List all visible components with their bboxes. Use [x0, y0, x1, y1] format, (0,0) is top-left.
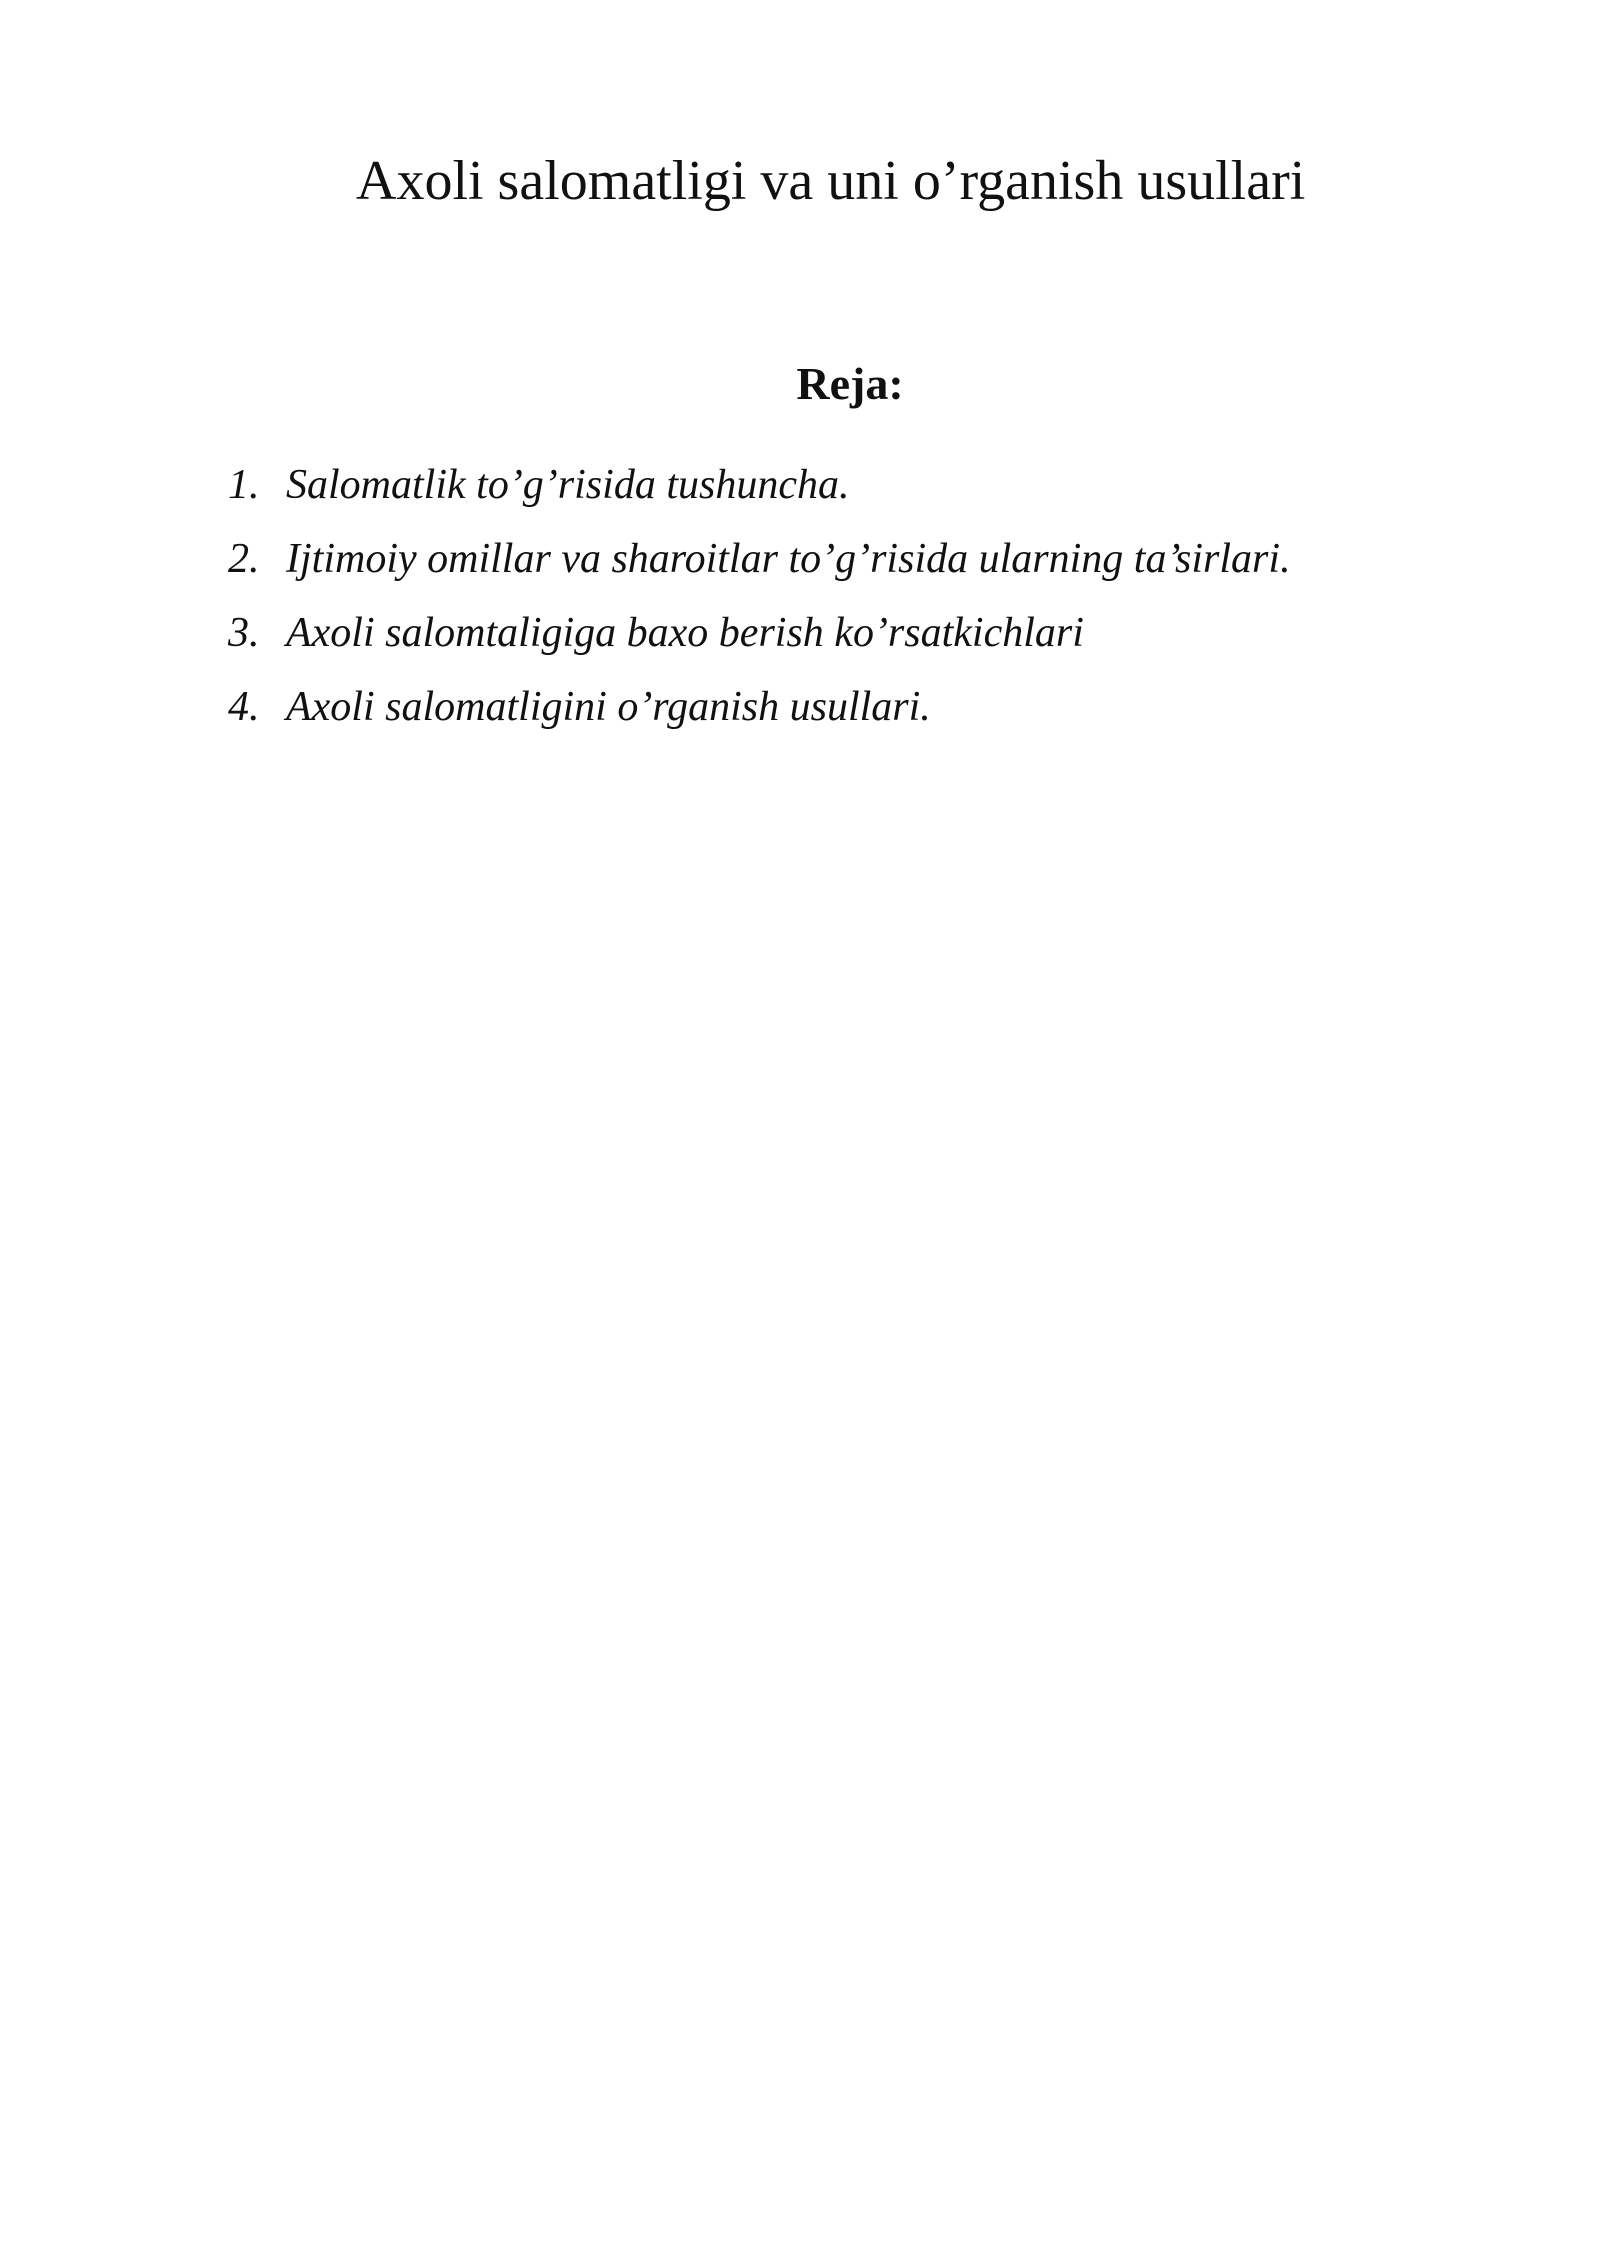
plan-item-text: Ijtimoiy omillar va sharoitlar to’g’risida ularning ta’sirlari. [286, 536, 1291, 582]
plan-item-text: Salomatlik to’g’risida tushuncha. [286, 462, 850, 508]
plan-item-number: 4. [228, 684, 260, 730]
plan-item-3 [228, 604, 1291, 678]
plan-item-number: 1. [228, 462, 260, 508]
plan-item-2 [228, 530, 1291, 604]
plan-item-text: Axoli salomtaligiga baxo berish ko’rsatkichlari [286, 610, 1084, 656]
plan-item-number: 2. [228, 536, 260, 582]
plan-item-text: Axoli salomatligini o’rganish usullari. [286, 684, 931, 730]
plan-heading: Reja: [796, 358, 904, 409]
document-title: Axoli salomatligi va uni o’rganish usullari [356, 150, 1306, 212]
plan-item-4 [228, 678, 1291, 752]
plan-item-1 [228, 456, 1291, 530]
plan-item-number: 3. [228, 610, 260, 656]
plan-list [228, 456, 1291, 752]
